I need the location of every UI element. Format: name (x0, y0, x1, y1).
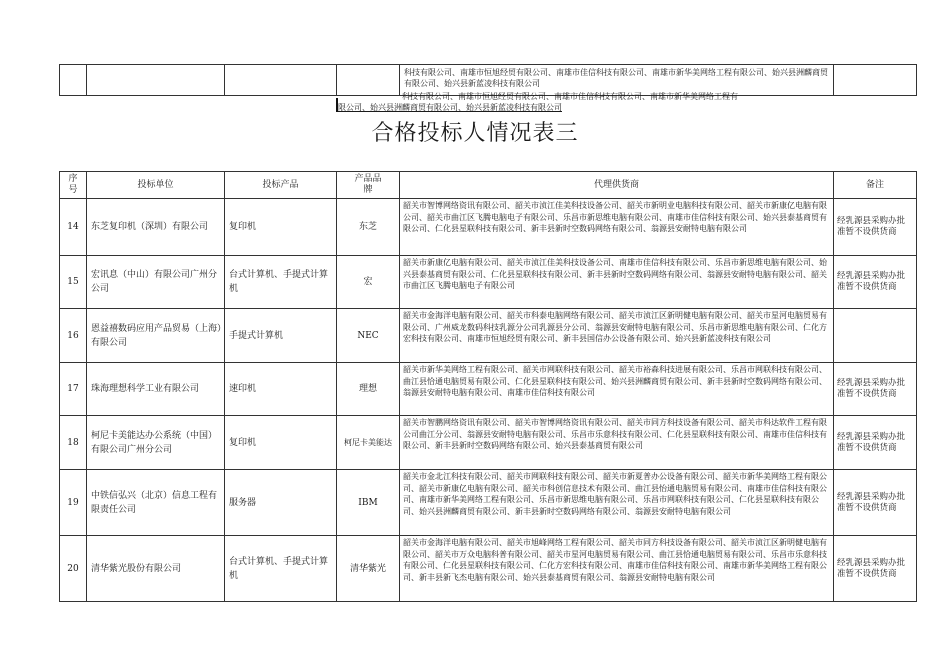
table-header-row (60, 172, 917, 199)
cell-suppliers: 韶关市金北江科技有限公司、韶关市网联科技有限公司、韶关市新夏普办公设备有限公司、韶关市新华美网络工程有限公司、韶关市新康亿电脑有限公司、韶关市科创信息技术有限公司、曲江县怡通电脑贸易有限公司、南雄市佳信科技有限公司、南雄市新华美网络工程有限公司、乐昌市新思维电脑有限公司、乐昌市网联科技有限公司、仁化县星联科技有限公司、始兴县洲麟商贸有限公司、新丰县新时空数码网络有限公司、翁源县安耐特电脑有限公司 (400, 470, 834, 536)
cell-suppliers: 科技有限公司、南雄市恒旭经贸有限公司、南雄市佳信科技有限公司、南雄市新华美网络工程有限公司、始兴县洲麟商贸有限公司、始兴县新蓝凌科技有限公司 (400, 65, 834, 96)
cell-suppliers: 韶关市新康亿电脑有限公司、韶关市浈江佳美科技设备公司、南雄市佳信科技有限公司、乐昌市新思维电脑有限公司、始兴县泰基商贸有限公司、仁化县星联科技有限公司、新丰县新时空数码网络有限公司、翁源县安耐特电脑有限公司、韶关市曲江区飞腾电脑电子有限公司 (400, 256, 834, 309)
cell-note: 经乳源县采购办批准暂不设供货商 (834, 256, 917, 309)
cell-no: 17 (60, 363, 87, 416)
cell-unit: 珠海理想科学工业有限公司 (87, 363, 225, 416)
cell-unit (87, 65, 225, 96)
cell-note: 经乳源县采购办批准暂不设供货商 (834, 470, 917, 536)
orphan-text-block (338, 91, 812, 113)
qualified-bidders-table (59, 171, 917, 602)
cell-brand: 清华紫光 (337, 536, 400, 602)
cell-product: 手提式计算机 (225, 309, 337, 363)
orphan-line: 限公司、始兴县洲麟商贸有限公司、始兴县新蓝凌科技有限公司 (338, 103, 562, 112)
header-brand: 产品品牌 (337, 172, 400, 199)
header-suppliers: 代理供货商 (400, 172, 834, 199)
cell-unit: 东芝复印机（深圳）有限公司 (87, 199, 225, 256)
cell-brand: 柯尼卡美能达 (337, 416, 400, 470)
orphan-line: 科技有限公司、南雄市恒旭经贸有限公司、南雄市佳信科技有限公司、南雄市新华美网络工程有 (402, 92, 738, 101)
table-row (60, 416, 917, 470)
cell-no: 19 (60, 470, 87, 536)
cell-note: 经乳源县采购办批准暂不设供货商 (834, 363, 917, 416)
cell-unit: 宏讯息（中山）有限公司广州分公司 (87, 256, 225, 309)
cell-brand (337, 65, 400, 96)
cell-unit: 中铁信弘兴（北京）信息工程有限责任公司 (87, 470, 225, 536)
cell-no: 18 (60, 416, 87, 470)
table-row (60, 470, 917, 536)
table-row (60, 363, 917, 416)
cell-note: 经乳源县采购办批准暂不设供货商 (834, 199, 917, 256)
header-product: 投标产品 (225, 172, 337, 199)
cell-product: 台式计算机、手提式计算机 (225, 256, 337, 309)
header-no: 序号 (60, 172, 87, 199)
cell-brand: 宏 (337, 256, 400, 309)
cell-suppliers: 韶关市新华美网络工程有限公司、韶关市网联科技有限公司、韶关市裕森科技进展有限公司、乐昌市网联科技有限公司、曲江县恰通电脑贸易有限公司、仁化县星联科技有限公司、始兴县洲麟商贸有限公司、新丰县新时空数码网络有限公司、翁源县安耐特电脑有限公司、南雄市佳信科技有限公司 (400, 363, 834, 416)
cell-brand: 理想 (337, 363, 400, 416)
cell-no: 16 (60, 309, 87, 363)
table-row (60, 256, 917, 309)
cell-unit: 柯尼卡美能达办公系统（中国）有限公司广州分公司 (87, 416, 225, 470)
cell-product: 速印机 (225, 363, 337, 416)
cell-product: 复印机 (225, 416, 337, 470)
cell-unit: 清华紫光股份有限公司 (87, 536, 225, 602)
table-row (60, 199, 917, 256)
cell-note: 经乳源县采购办批准暂不设供货商 (834, 536, 917, 602)
cell-brand: IBM (337, 470, 400, 536)
cell-product: 台式计算机、手提式计算机 (225, 536, 337, 602)
text-cursor-mark (336, 98, 338, 112)
cell-suppliers: 韶关市智博网络资讯有限公司、韶关市浈江佳美科技设备公司、韶关市新明业电脑科技有限公司、韶关市新康亿电脑有限公司、韶关市曲江区飞腾电脑电子有限公司、乐昌市新思维电脑有限公司、南雄市佳信科技有限公司、始兴县泰基商贸有限公司、仁化县星联科技有限公司、新丰县新时空数码网络有限公司、翁源县安耐特电脑有限公司 (400, 199, 834, 256)
cell-brand: NEC (337, 309, 400, 363)
cell-note (834, 309, 917, 363)
header-unit: 投标单位 (87, 172, 225, 199)
cell-no: 15 (60, 256, 87, 309)
cell-suppliers: 韶关市金海洋电脑有限公司、韶关市旭峰网络工程有限公司、韶关市同方科技设备有限公司、韶关市浈江区新明健电脑有限公司、韶关市万众电脑科普有限公司、韶关市星河电脑贸易有限公司、曲江县恰通电脑贸易有限公司、乐昌市乐意科技有限公司、仁化县星联科技有限公司、仁化方宏科技有限公司、南雄市佳信科技有限公司、南雄市新华美网络工程有限公司、新丰县新飞杰电脑有限公司、始兴县泰基商贸有限公司、翁源县安耐特电脑有限公司 (400, 536, 834, 602)
cell-note: 经乳源县采购办批准暂不设供货商 (834, 416, 917, 470)
page-title: 合格投标人情况表三 (371, 121, 579, 146)
cell-suppliers: 韶关市金海洋电脑有限公司、韶关市科泰电脑网络有限公司、韶关市浈江区新明健电脑有限公司、韶关市星河电脑贸易有限公司、广州威龙数码科技乳源分公司乳源县分公司、翁源县安耐特电脑有限公司、乐昌市新思维电脑有限公司、仁化方宏科技有限公司、南雄市恒旭经贸有限公司、新丰县国信办公设备有限公司、始兴县新蓝凌科技有限公司 (400, 309, 834, 363)
cell-brand: 东芝 (337, 199, 400, 256)
cell-no: 20 (60, 536, 87, 602)
cell-unit: 恩益禧数码应用产品贸易（上海）有限公司 (87, 309, 225, 363)
cell-product: 复印机 (225, 199, 337, 256)
cell-suppliers: 韶关市智鹏网络资讯有限公司、韶关市智博网络资讯有限公司、韶关市同方科技设备有限公司、韶关市科达软件工程有限公司曲江分公司、翁源县安耐特电脑有限公司、乐昌市乐意科技有限公司、仁化县星联科技有限公司、南雄市佳信科技有限公司、新丰县新时空数码网络有限公司、始兴县泰基商贸有限公司 (400, 416, 834, 470)
cell-product: 服务器 (225, 470, 337, 536)
table-row (60, 309, 917, 363)
cell-note (834, 65, 917, 96)
cell-no (60, 65, 87, 96)
cell-product (225, 65, 337, 96)
table-row (60, 536, 917, 602)
cell-no: 14 (60, 199, 87, 256)
header-note: 备注 (834, 172, 917, 199)
